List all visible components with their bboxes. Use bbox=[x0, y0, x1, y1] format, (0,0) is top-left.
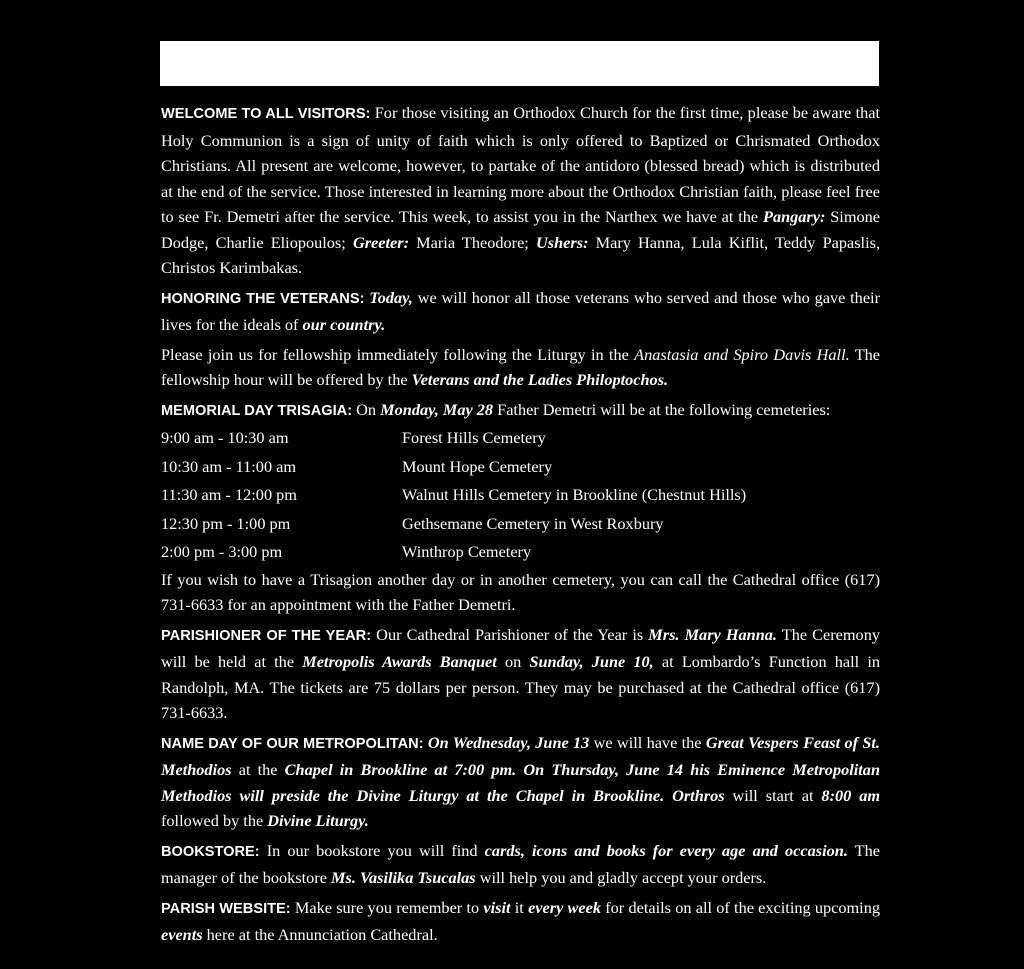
parishioner-heading: PARISHIONER OF THE YEAR: bbox=[161, 627, 372, 644]
welcome-paragraph: WELCOME TO ALL VISITORS: For those visiting an Orthodox Church for the first time, please be aware that Holy Communion is a sign of unity of faith which is only offered to Baptized or Chrismated Orthodox Christians. All present are welcome, however, to partake of the antidoro (blessed bread) which is distributed at the end of the service. Those interested in learning more about the Orthodox Christian faith, please feel free to see Fr. Demetri after the service. This week, to assist you in the Narthex we have at the Pangary: Simone Dodge, Charlie Eliopoulos; Greeter: Maria Theodore; Ushers: Mary Hanna, Lula Kiflit, Teddy Papaslis, Christos Karimbakas. bbox=[161, 103, 881, 277]
memorial-paragraph: MEMORIAL DAY TRISAGIA: On Monday, May 28 Father Demetri will be at the following cemeteries: bbox=[161, 399, 831, 419]
bookstore-heading: BOOKSTORE: bbox=[161, 843, 260, 860]
schedule-row: 9:00 am - 10:30 am Forest Hills Cemetery bbox=[161, 428, 546, 447]
website-heading: PARISH WEBSITE: bbox=[161, 900, 291, 917]
welcome-heading: WELCOME TO ALL VISITORS: bbox=[161, 106, 371, 122]
trisagion-note: If you wish to have a Trisagion another day or in another cemetery, you can call the Cathedral office (617) 731-6633 for an appointment with the Father Demetri. bbox=[161, 569, 880, 615]
schedule-row: 10:30 am - 11:00 am Mount Hope Cemetery bbox=[161, 456, 553, 476]
bulletin-content bbox=[161, 100, 880, 952]
schedule-row: 11:30 am - 12:00 pm Walnut Hills Cemetery in Brookline (Chestnut Hills) bbox=[161, 485, 747, 505]
header-banner bbox=[160, 41, 879, 86]
website-paragraph: PARISH WEBSITE: Make sure you remember to visit it every week for details on all of the exciting upcoming events here at the Annunciation Cathedral. bbox=[161, 897, 880, 945]
nameday-paragraph: NAME DAY OF OUR METROPOLITAN: On Wednesday, June 13 we will have the Great Vespers Feast of St. Methodios at the Chapel in Brookline at 7:00 pm. On Thursday, June 14 his Eminence Metropolitan Methodios will preside the Divine Liturgy at the Chapel in Brookline. Orthros will start at 8:00 am followed by the Divine Liturgy. bbox=[161, 732, 881, 831]
fellowship-paragraph: Please join us for fellowship immediately following the Liturgy in the Anastasia and Spiro Davis Hall. The fellowship hour will be offered by the Veterans and the Ladies Philoptochos. bbox=[161, 344, 881, 389]
parishioner-paragraph: PARISHIONER OF THE YEAR: Our Cathedral Parishioner of the Year is Mrs. Mary Hanna. The Ceremony will be held at the Metropolis Awards Banquet on Sunday, June 10, at Lombardo’s Function hall in Randolph, MA. The tickets are 75 dollars per person. They may be purchased at the Cathedral office (617) 731-6633. bbox=[161, 624, 881, 723]
cemetery-schedule bbox=[161, 424, 880, 567]
schedule-row: 12:30 pm - 1:00 pm Gethsemane Cemetery in West Roxbury bbox=[161, 513, 664, 533]
bookstore-paragraph: BOOKSTORE: In our bookstore you will find cards, icons and books for every age and occasion. The manager of the bookstore Ms. Vasilika Tsucalas will help you and gladly accept your orders. bbox=[161, 840, 880, 888]
schedule-row: 2:00 pm - 3:00 pm Winthrop Cemetery bbox=[161, 542, 532, 562]
memorial-heading: MEMORIAL DAY TRISAGIA: bbox=[161, 402, 353, 419]
veterans-paragraph: HONORING THE VETERANS: Today, we will honor all those veterans who served and those who gave their lives for the ideals of our country. bbox=[161, 287, 880, 334]
veterans-heading: HONORING THE VETERANS: bbox=[161, 290, 365, 307]
nameday-heading: NAME DAY OF OUR METROPOLITAN: bbox=[161, 735, 424, 752]
